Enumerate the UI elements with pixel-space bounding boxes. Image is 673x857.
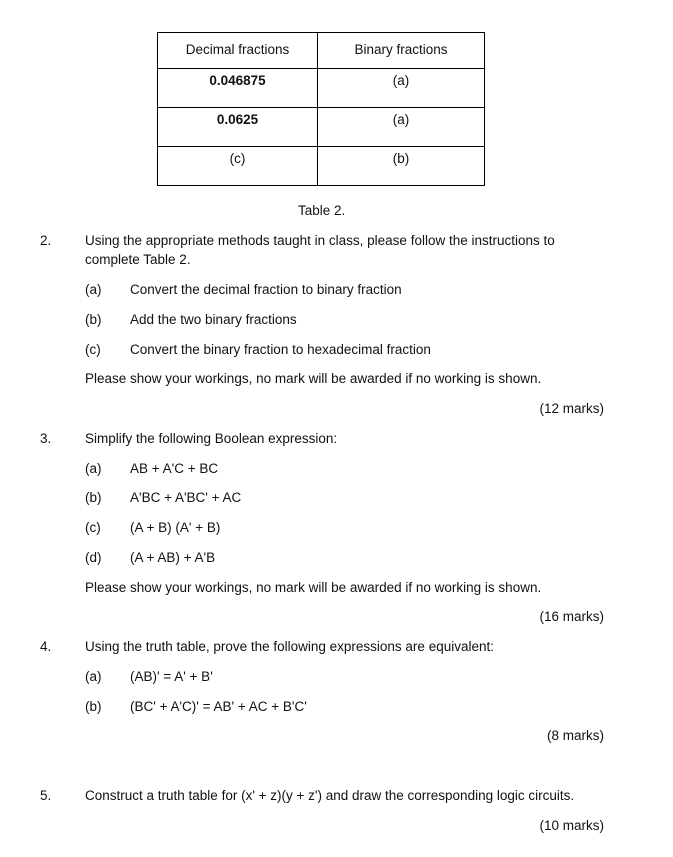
table-row xyxy=(158,108,485,147)
part-text: (A + AB) + A'B xyxy=(130,550,216,565)
table-header-cell: Decimal fractions xyxy=(158,33,318,69)
marks-label: (12 marks) xyxy=(539,401,604,416)
marks-label: (8 marks) xyxy=(547,728,604,743)
table-caption: Table 2. xyxy=(298,203,346,218)
question-note: Please show your workings, no mark will be awarded if no working is shown. xyxy=(85,371,542,386)
table-cell: (a) xyxy=(318,108,485,147)
part-text: Convert the decimal fraction to binary fraction xyxy=(130,282,402,297)
question-note: Please show your workings, no mark will be awarded if no working is shown. xyxy=(85,580,542,595)
part-text: A'BC + A'BC' + AC xyxy=(130,490,242,505)
part-label: (c) xyxy=(85,520,101,535)
question-number: 3. xyxy=(40,431,52,446)
marks-label: (10 marks) xyxy=(539,818,604,833)
part-label: (c) xyxy=(85,342,101,357)
question-number: 4. xyxy=(40,639,52,654)
fractions-table xyxy=(157,32,485,186)
table-cell: (c) xyxy=(158,147,318,186)
question-number: 5. xyxy=(40,788,52,803)
table-cell: (b) xyxy=(318,147,485,186)
table-header-cell: Binary fractions xyxy=(318,33,485,69)
table-header-row xyxy=(158,33,485,69)
part-label: (d) xyxy=(85,550,102,565)
table-cell: (a) xyxy=(318,69,485,108)
part-label: (b) xyxy=(85,490,102,505)
table-cell: 0.046875 xyxy=(158,69,318,108)
part-label: (a) xyxy=(85,669,102,684)
question-prompt: Construct a truth table for (x' + z)(y + z') and draw the corresponding logic circuits. xyxy=(85,788,575,803)
question-number: 2. xyxy=(40,233,52,248)
part-text: AB + A'C + BC xyxy=(130,461,219,476)
part-label: (b) xyxy=(85,699,102,714)
part-text: (AB)' = A' + B' xyxy=(130,669,213,684)
part-text: (A + B) (A' + B) xyxy=(130,520,221,535)
part-label: (a) xyxy=(85,461,102,476)
table-cell: 0.0625 xyxy=(158,108,318,147)
part-text: Convert the binary fraction to hexadecimal fraction xyxy=(130,342,431,357)
question-prompt: Using the truth table, prove the following expressions are equivalent: xyxy=(85,639,494,654)
question-prompt: Using the appropriate methods taught in class, please follow the instructions to xyxy=(85,233,555,248)
part-label: (b) xyxy=(85,312,102,327)
part-text: Add the two binary fractions xyxy=(130,312,297,327)
part-text: (BC' + A'C)' = AB' + AC + B'C' xyxy=(130,699,307,714)
marks-label: (16 marks) xyxy=(539,609,604,624)
table-row xyxy=(158,147,485,186)
question-prompt: complete Table 2. xyxy=(85,252,191,267)
part-label: (a) xyxy=(85,282,102,297)
table-row xyxy=(158,69,485,108)
question-prompt: Simplify the following Boolean expression: xyxy=(85,431,338,446)
